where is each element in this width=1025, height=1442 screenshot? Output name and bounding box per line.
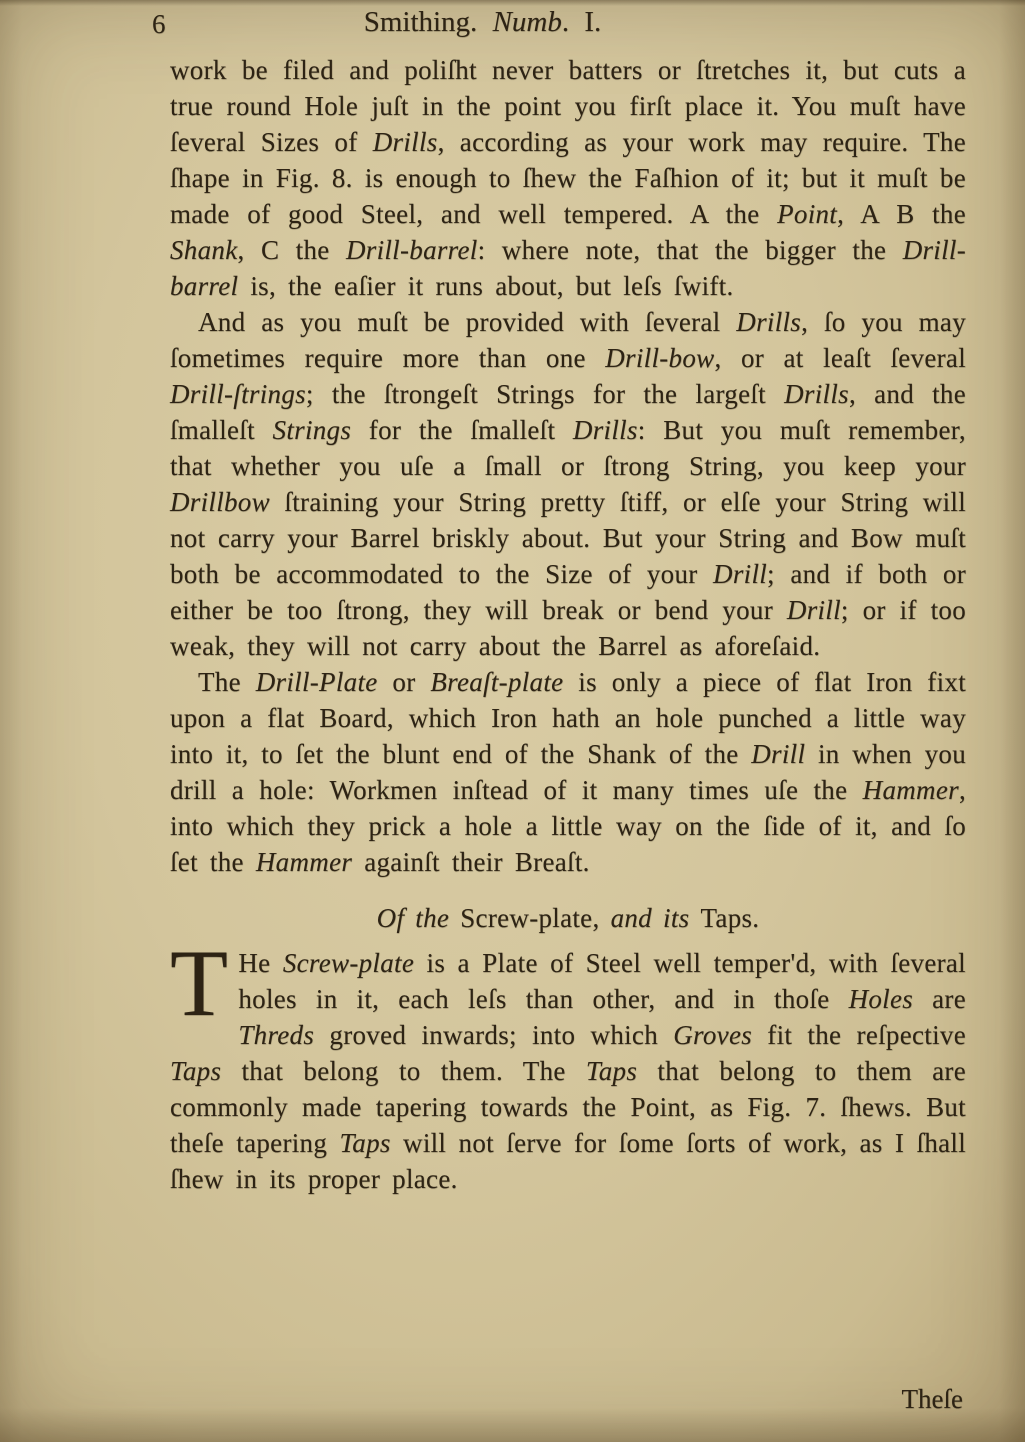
text-segment: Breaſt-plate [430, 667, 564, 697]
text-segment: fit the reſpective [752, 1020, 966, 1050]
text-segment: Threds [238, 1020, 315, 1050]
text-segment: Drill [713, 559, 768, 589]
text-segment: or [377, 667, 431, 697]
text-segment: , ſo you may ſometimes require more than one [170, 307, 966, 373]
paragraph-drill-bows [170, 304, 966, 664]
text-segment: Screw-plate, [460, 903, 611, 933]
text-segment: Drillbow [170, 487, 270, 517]
text-segment: for the ſmalleſt [351, 415, 573, 445]
text-segment: Screw-plate [282, 948, 415, 978]
text-segment: ; and if both or either be too ſtrong, they will break or bend your [170, 559, 966, 625]
text-segment: will not ſerve for ſome ſorts of work, as I ſhall ſhew in its proper place. [170, 1128, 967, 1194]
text-segment: Hammer [255, 847, 353, 877]
text-segment: Numb [492, 6, 562, 38]
paragraph-drill-plate [170, 664, 966, 880]
text-segment: Strings [272, 415, 352, 445]
page-number: 6 [152, 9, 166, 39]
text-segment: , into which they prick a hole a little way on the ſide of it, and ſo ſet the [170, 775, 966, 877]
text-segment: againſt their Breaſt. [352, 847, 590, 877]
text-segment: are [913, 984, 966, 1014]
catchword: Theſe [901, 1384, 963, 1414]
text-segment: : But you muſt remember, that whether you uſe a ſmall or ſtrong String, you keep your [170, 415, 966, 481]
drop-cap-initial: T [170, 930, 229, 1036]
running-title [0, 6, 965, 39]
text-segment: Drill [786, 595, 841, 625]
text-segment: groved inwards; into which [314, 1020, 674, 1050]
text-segment: work be filed and poliſht never batters or ſtretches it, but cuts a true round Hole juſt in the point you firſt place it. You muſt have ſeveral Sizes of [170, 55, 966, 157]
text-segment: Drills [736, 307, 802, 337]
text-segment: ſtraining your String pretty ſtiff, or elſe your String will not carry your Barrel briskly about. But your String and Bow muſt both be accommodated to the Size of your [170, 487, 966, 589]
text-segment: Shank [170, 235, 238, 265]
text-segment: Drills [572, 415, 638, 445]
text-segment: is only a piece of flat Iron fixt upon a flat Board, which Iron hath an hole punched a little way into it, to ſet the blunt end of the Shank of the [170, 667, 966, 769]
text-segment: Groves [673, 1020, 753, 1050]
text-segment: Taps [339, 1128, 391, 1158]
text-segment: Drill [751, 739, 806, 769]
text-block [170, 52, 966, 1197]
text-segment: , A B the [837, 199, 966, 229]
text-segment: in when you drill a hole: Workmen inſtead of it many times uſe the [170, 739, 966, 805]
text-segment: Hammer [862, 775, 959, 805]
paragraph-drill-continued [170, 52, 966, 304]
text-segment: is a Plate of Steel well temper'd, with ſeveral holes in it, each leſs than other, and in thoſe [238, 948, 966, 1014]
text-segment: , C the [237, 235, 346, 265]
text-segment: The [198, 667, 256, 697]
text-segment: . I. [561, 6, 602, 38]
paragraph-screw-plate [170, 930, 967, 1197]
text-segment: Drill-ſtrings [170, 379, 306, 409]
text-segment: Taps. [700, 903, 760, 933]
text-segment: Drill-Plate [255, 667, 378, 697]
text-segment: and its [610, 903, 701, 933]
text-segment: Drills [784, 379, 849, 409]
text-segment: , according as your work may require. The ſhape in Fig. 8. is enough to ſhew the Faſhion of it; but it muſt be made of good Steel, and well tempered. A the [170, 127, 966, 229]
paragraph-text [170, 948, 966, 1194]
text-segment: Drill-bow [605, 343, 715, 373]
text-segment: , and the ſmalleſt [170, 379, 966, 445]
text-segment: is, the eaſier it runs about, but leſs ſwift. [238, 271, 734, 301]
text-segment: that belong to them are commonly made tapering towards the Point, as Fig. 7. ſhews. But theſe tapering [170, 1056, 967, 1158]
page-header [0, 6, 1025, 48]
text-segment: He [238, 948, 283, 978]
text-segment: And as you muſt be provided with ſeveral [198, 307, 737, 337]
text-segment: Holes [848, 984, 914, 1014]
text-segment: Of the [376, 903, 461, 933]
text-segment: Smithing. [363, 6, 493, 38]
text-segment: Drill-barrel [345, 235, 478, 265]
text-segment: Drill-barrel [170, 235, 966, 301]
text-segment: Taps [170, 1056, 222, 1086]
text-segment: ; the ſtrongeſt Strings for the largeſt [305, 379, 785, 409]
text-segment: , or at leaſt ſeveral [714, 343, 966, 373]
section-heading [170, 900, 966, 936]
text-segment: Point [777, 199, 838, 229]
text-segment: : where note, that the bigger the [477, 235, 903, 265]
text-segment: ; or if too weak, they will not carry about the Barrel as aforeſaid. [170, 595, 966, 661]
text-segment: Taps [585, 1056, 638, 1086]
text-segment: Drills [372, 127, 438, 157]
text-segment: that belong to them. The [221, 1056, 586, 1086]
